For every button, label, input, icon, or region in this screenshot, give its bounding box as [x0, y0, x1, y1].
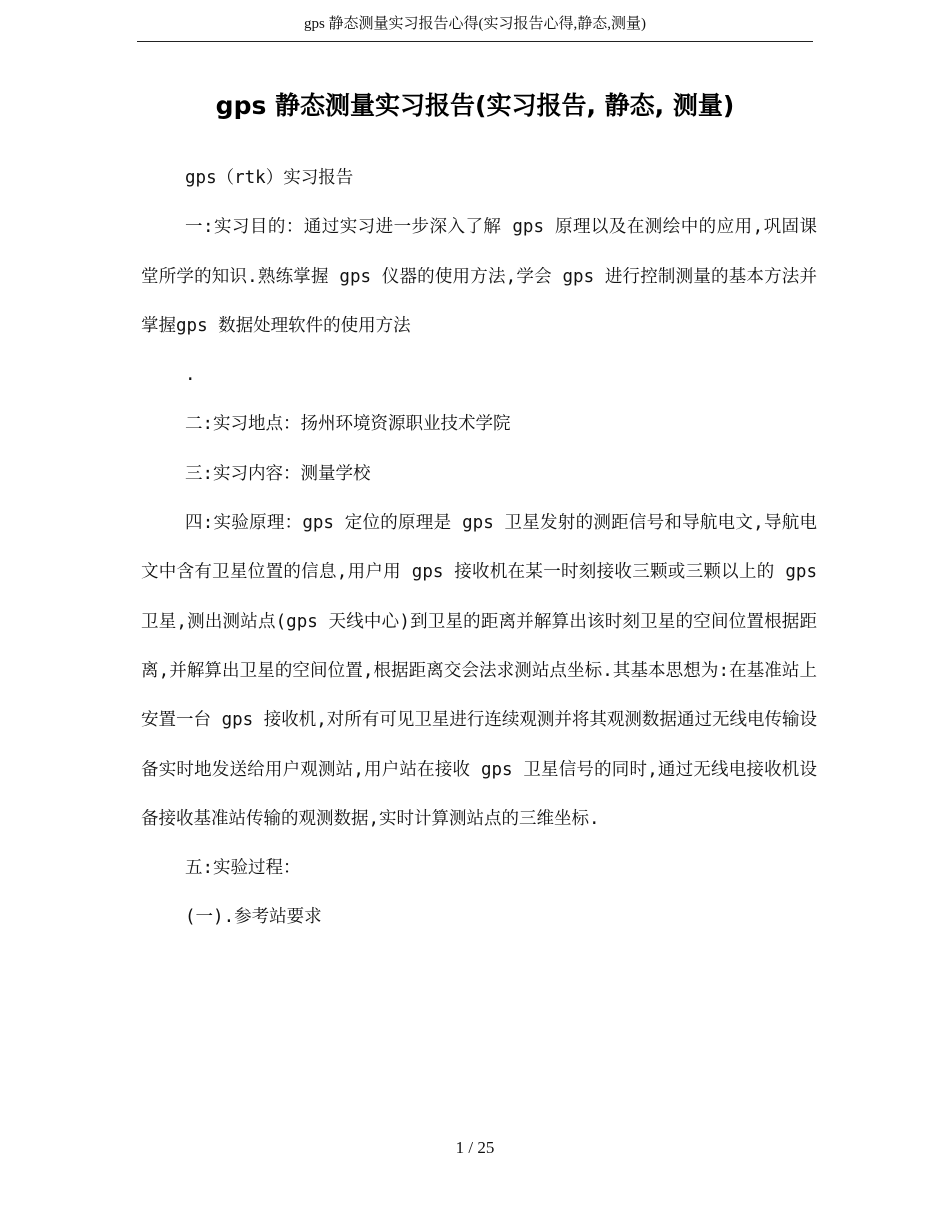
paragraph-location: 二:实习地点：扬州环境资源职业技术学院 — [185, 414, 511, 435]
paragraph-purpose: 一:实习目的：通过实习进一步深入了解 gps 原理以及在测绘中的应用,巩固课堂所学的知识.熟练掌握 gps 仪器的使用方法,学会 gps 进行控制测量的基本方法并掌握gps 数据处理软件的使用方法 — [141, 217, 817, 336]
paragraph-report-heading: gps（rtk）实习报告 — [185, 168, 354, 188]
paragraph-content: 三:实习内容：测量学校 — [185, 463, 371, 484]
running-header: gps 静态测量实习报告心得(实习报告心得,静态,测量) — [303, 16, 647, 32]
document-body — [141, 154, 817, 943]
paragraph-process: 五:实验过程： — [185, 858, 301, 879]
page-number: 1 / 25 — [455, 1138, 495, 1157]
paragraph-reference-station: (一).参考站要求 — [185, 907, 322, 928]
document-title: gps 静态测量实习报告(实习报告, 静态, 测量) — [215, 91, 735, 120]
paragraph-principle: 四:实验原理：gps 定位的原理是 gps 卫星发射的测距信号和导航电文,导航电文中含有卫星位置的信息,用户用 gps 接收机在某一时刻接收三颗或三颗以上的 gps 卫星,测出测站点(gps 天线中心)到卫星的距离并解算出该时刻卫星的空间位置根据距离,并解算出卫星的空间位置,根据距离交会法求测站点坐标.其基本思想为:在基准站上安置一台 gps 接收机,对所有可见卫星进行连续观测并将其观测数据通过无线电传输设备实时地发送给用户观测站,用户站在接收 gps 卫星信号的同时,通过无线电接收机设备接收基准站传输的观测数据,实时计算测站点的三维坐标. — [141, 513, 817, 829]
paragraph-dot: . — [185, 365, 196, 386]
header-divider — [137, 41, 813, 42]
